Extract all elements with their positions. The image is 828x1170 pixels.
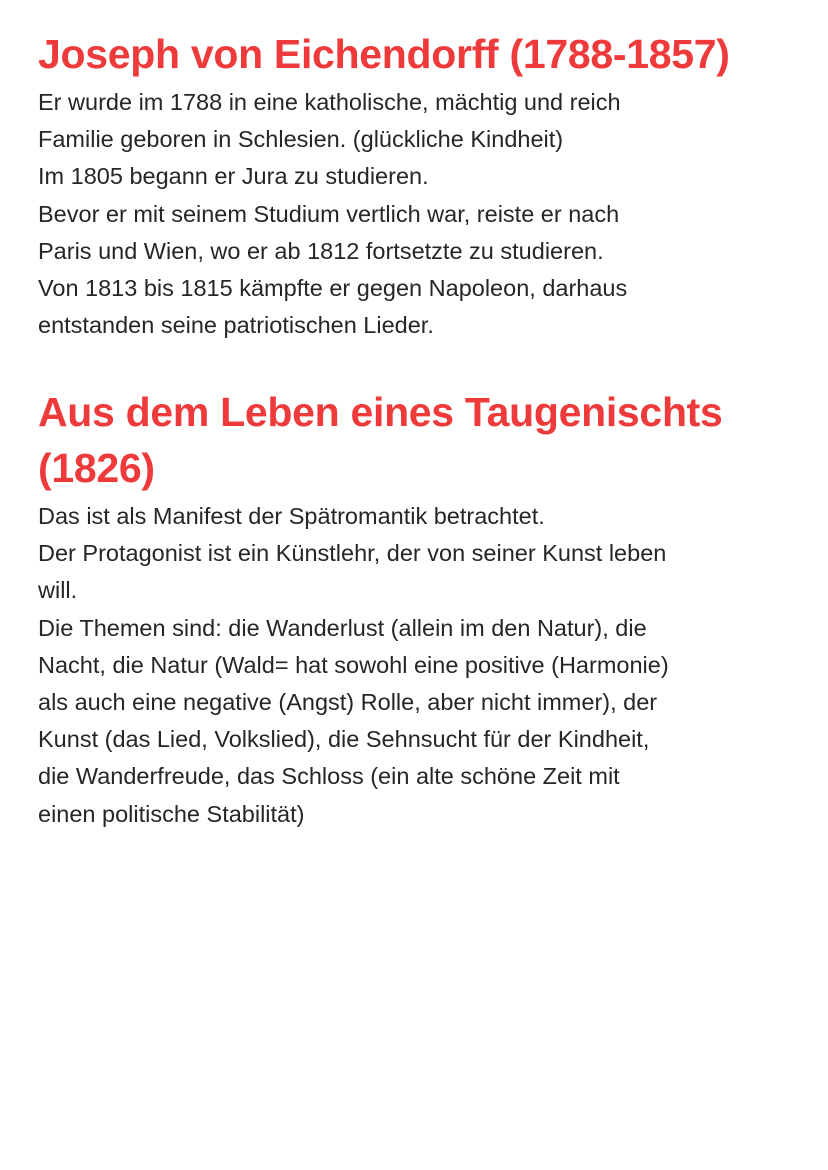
text-line: Paris und Wien, wo er ab 1812 fortsetzte zu studieren. — [38, 237, 604, 264]
text-line: Der Protagonist ist ein Künstlehr, der von seiner Kunst leben — [38, 540, 667, 567]
title-line: (1826) — [38, 445, 155, 491]
work-description-paragraph — [38, 498, 798, 833]
text-line: Familie geboren in Schlesien. (glückliche Kindheit) — [38, 126, 564, 153]
text-line: Er wurde im 1788 in eine katholische, mächtig und reich — [38, 89, 621, 115]
text-line: Kunst (das Lied, Volkslied), die Sehnsucht für der Kindheit, — [38, 726, 650, 753]
section-title-eichendorff: Joseph von Eichendorff (1788-1857) — [38, 31, 730, 77]
text-line: Die Themen sind: die Wanderlust (allein im den Natur), die — [38, 614, 647, 641]
text-line: entstanden seine patriotischen Lieder. — [38, 312, 434, 339]
text-line: Das ist als Manifest der Spätromantik betrachtet. — [38, 503, 545, 529]
text-line: Bevor er mit seinem Studium vertlich war, reiste er nach — [38, 200, 620, 227]
text-line: als auch eine negative (Angst) Rolle, aber nicht immer), der — [38, 689, 658, 716]
biography-paragraph — [38, 84, 798, 344]
section-eichendorff — [38, 26, 798, 344]
text-line: einen politische Stabilität) — [38, 800, 305, 827]
text-line: Von 1813 bis 1815 kämpfte er gegen Napoleon, darhaus — [38, 275, 628, 302]
section-title-taugenichts — [38, 384, 798, 496]
text-line: Im 1805 begann er Jura zu studieren. — [38, 163, 429, 190]
text-line: Nacht, die Natur (Wald= hat sowohl eine positive (Harmonie) — [38, 651, 669, 678]
text-line: die Wanderfreude, das Schloss (ein alte schöne Zeit mit — [38, 763, 620, 790]
text-line: will. — [38, 577, 78, 604]
title-line: Aus dem Leben eines Taugenischts — [38, 389, 723, 435]
section-taugenichts — [38, 384, 798, 833]
